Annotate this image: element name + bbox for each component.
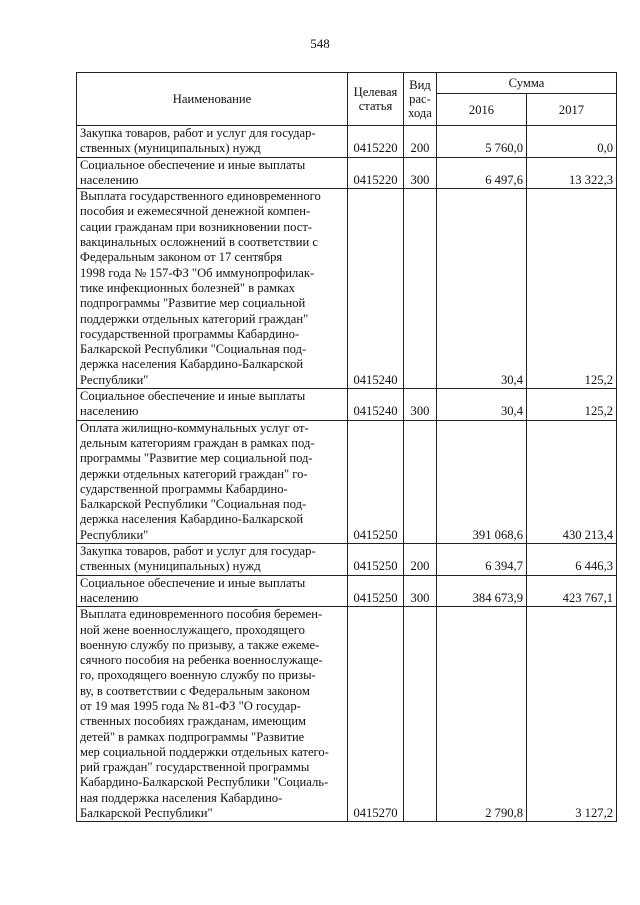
row-article: 0415240 <box>348 189 404 389</box>
row-kind: 200 <box>404 126 437 158</box>
header-year-2017: 2017 <box>527 94 617 126</box>
row-article: 0415250 <box>348 575 404 607</box>
row-sum-2016: 6 394,7 <box>437 544 527 576</box>
row-article: 0415250 <box>348 544 404 576</box>
row-sum-2016: 391 068,6 <box>437 420 527 543</box>
table-row <box>77 389 617 421</box>
row-sum-2017: 423 767,1 <box>527 575 617 607</box>
row-sum-2017: 6 446,3 <box>527 544 617 576</box>
row-article: 0415270 <box>348 607 404 822</box>
table-row <box>77 157 617 189</box>
row-sum-2016: 30,4 <box>437 389 527 421</box>
row-sum-2017: 13 322,3 <box>527 157 617 189</box>
row-kind: 300 <box>404 157 437 189</box>
header-year-2016: 2016 <box>437 94 527 126</box>
row-article: 0415250 <box>348 420 404 543</box>
row-article: 0415240 <box>348 389 404 421</box>
row-name: Социальное обеспечение и иные выплаты населению <box>77 389 348 421</box>
row-name: Закупка товаров, работ и услуг для государ- ственных (муниципальных) нужд <box>77 544 348 576</box>
header-article-text: Целевая статья <box>353 85 398 113</box>
row-sum-2017: 3 127,2 <box>527 607 617 822</box>
row-kind <box>404 607 437 822</box>
table-row <box>77 420 617 543</box>
header-kind: Вид рас- хода <box>404 73 437 126</box>
table-row <box>77 189 617 389</box>
row-kind: 300 <box>404 389 437 421</box>
row-name: Оплата жилищно-коммунальных услуг от- дельным категориям граждан в рамках под- программы "Развитие мер социальной под- держки отдельных категорий граждан" го- сударственной программы Кабардино- Балкарской Республики "Социальная под- держка населения Кабардино-Балкарской Республики" <box>77 420 348 543</box>
row-sum-2017: 125,2 <box>527 189 617 389</box>
row-sum-2017: 125,2 <box>527 389 617 421</box>
row-name: Закупка товаров, работ и услуг для государ- ственных (муниципальных) нужд <box>77 126 348 158</box>
row-name: Социальное обеспечение и иные выплаты населению <box>77 157 348 189</box>
row-article: 0415220 <box>348 157 404 189</box>
row-kind: 300 <box>404 575 437 607</box>
budget-table <box>76 72 617 822</box>
row-name: Выплата единовременного пособия беремен- ной жене военнослужащего, проходящего военную службу по призыву, а также ежеме- сячного пособия на ребенка военнослужаще- го, проходящего военную службу по призы- ву, в соответствии с Федеральным законом от 19 мая 1995 года № 81-ФЗ "О государ- ственных пособиях гражданам, имеющим детей" в рамках подпрограммы "Развитие мер социальной поддержки отдельных катего- рий граждан" государственной программы Кабардино-Балкарской Республики "Социаль- ная поддержка населения Кабардино- Балкарской Республики" <box>77 607 348 822</box>
header-sum: Сумма <box>437 73 617 94</box>
table-row <box>77 544 617 576</box>
row-sum-2016: 6 497,6 <box>437 157 527 189</box>
table-row <box>77 575 617 607</box>
page-number: 548 <box>310 36 330 51</box>
row-sum-2016: 2 790,8 <box>437 607 527 822</box>
row-sum-2017: 0,0 <box>527 126 617 158</box>
header-name: Наименование <box>77 73 348 126</box>
table-row <box>77 607 617 822</box>
row-name: Социальное обеспечение и иные выплаты населению <box>77 575 348 607</box>
row-kind: 200 <box>404 544 437 576</box>
row-article: 0415220 <box>348 126 404 158</box>
row-kind <box>404 420 437 543</box>
table-row <box>77 126 617 158</box>
row-sum-2016: 5 760,0 <box>437 126 527 158</box>
header-article <box>348 73 404 126</box>
row-sum-2017: 430 213,4 <box>527 420 617 543</box>
row-sum-2016: 384 673,9 <box>437 575 527 607</box>
row-kind <box>404 189 437 389</box>
row-sum-2016: 30,4 <box>437 189 527 389</box>
row-name: Выплата государственного единовременного пособия и ежемесячной денежной компен- сации гражданам при возникновении пост- вакцинальных осложнений в соответствии с Федеральным законом от 17 сентября 1998 года № 157-ФЗ "Об иммунопрофилак- тике инфекционных болезней" в рамках подпрограммы "Развитие мер социальной поддержки отдельных категорий граждан" государственной программы Кабардино- Балкарской Республики "Социальная под- держка населения Кабардино-Балкарской Республики" <box>77 189 348 389</box>
